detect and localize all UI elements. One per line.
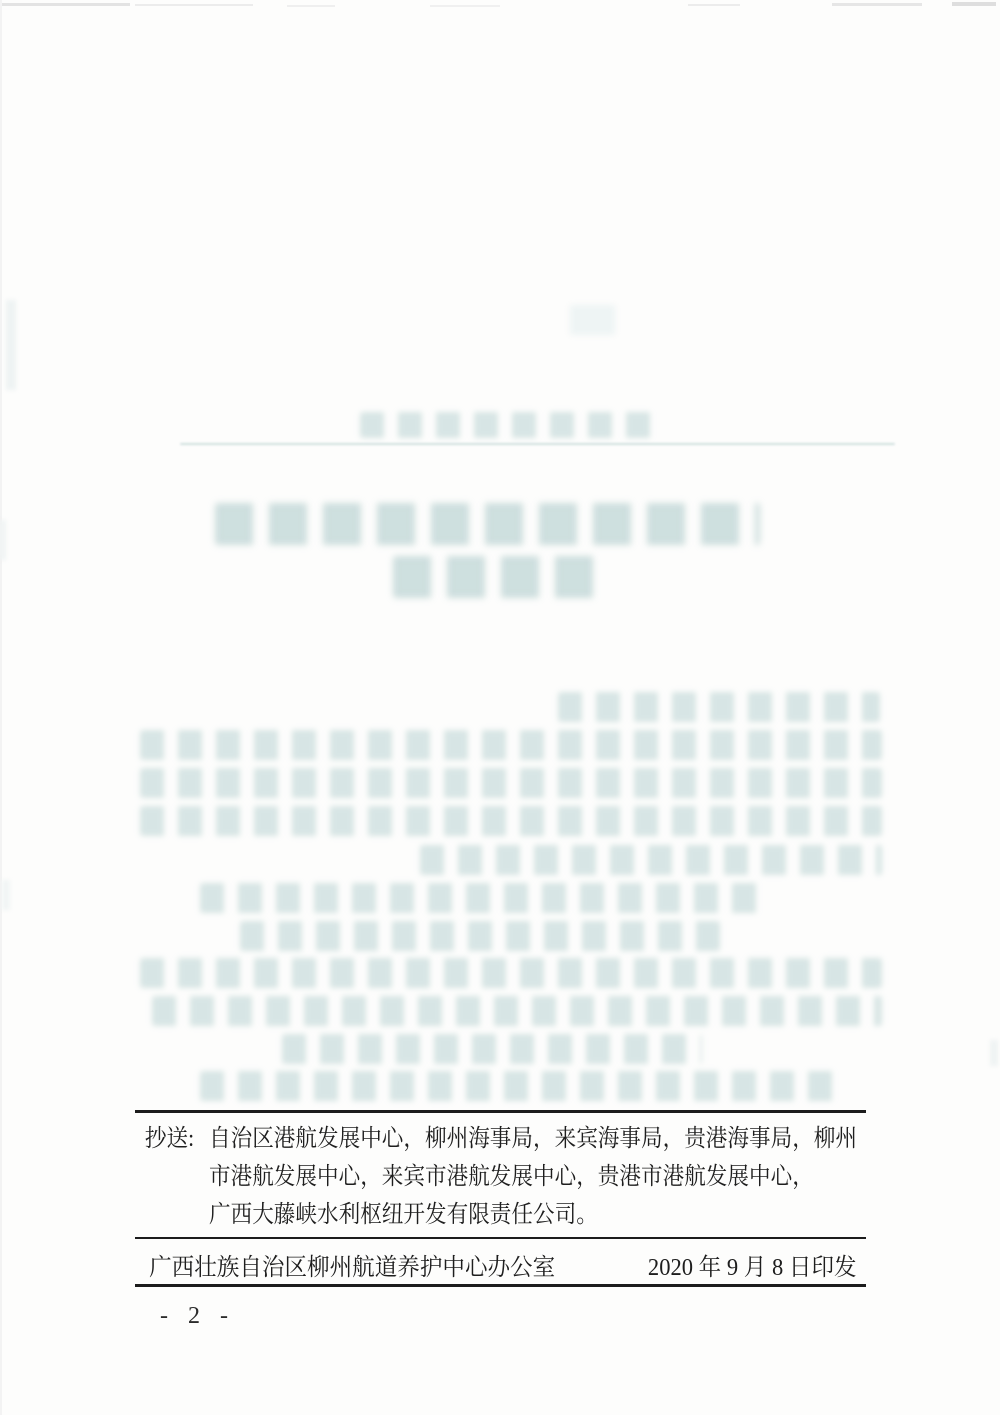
bleedthrough-text-line [200, 1071, 845, 1101]
scan-artifact-left-edge [0, 0, 2, 1415]
colophon-row [135, 1244, 866, 1284]
scan-artifact-top-streak [287, 5, 335, 7]
scan-artifact-smudge [6, 300, 16, 390]
scan-artifact-smudge [570, 305, 615, 335]
bleedthrough-text-line [140, 958, 882, 988]
cc-bottom-rule [135, 1237, 866, 1239]
scan-artifact-smudge [990, 1040, 998, 1066]
scan-artifact-top-streak [832, 3, 922, 6]
bleedthrough-text-line [140, 806, 882, 836]
bleedthrough-text-line [240, 921, 720, 951]
cc-line: 广西大藤峡水利枢纽开发有限责任公司。 [208, 1202, 598, 1228]
cc-line: 自治区港航发展中心，柳州海事局，来宾海事局，贵港海事局，柳州 [208, 1126, 857, 1152]
cc-block [135, 1120, 866, 1234]
scan-artifact-smudge [2, 880, 10, 910]
cc-label: 抄送: [144, 1126, 195, 1152]
scan-artifact-smudge [0, 520, 6, 560]
print-date: 2020 年 9 月 8 日印发 [647, 1254, 857, 1281]
cc-lines [201, 1120, 929, 1234]
cc-line: 市港航发展中心，来宾市港航发展中心，贵港市港航发展中心， [208, 1164, 814, 1190]
page-number: - 2 - [160, 1303, 235, 1329]
scan-artifact-top-streak [430, 5, 500, 7]
bleedthrough-text-line [152, 996, 882, 1026]
bleedthrough-text-line [140, 768, 882, 798]
scan-artifact-top-streak [135, 4, 253, 6]
scan-artifact-top-streak [2, 3, 130, 6]
bleedthrough-text-line [140, 730, 882, 760]
bleedthrough-text-line [282, 1034, 702, 1064]
cc-top-rule [135, 1110, 866, 1113]
bleedthrough-title-line [393, 556, 598, 598]
bleedthrough-text-line [558, 692, 880, 722]
bleedthrough-text-line [200, 883, 765, 913]
bleedthrough-header-rule [180, 443, 895, 445]
scan-artifact-corner-mark [952, 2, 996, 6]
issuing-office: 广西壮族自治区柳州航道养护中心办公室 [149, 1254, 556, 1281]
footer-bottom-rule [135, 1284, 866, 1287]
bleedthrough-title-line [215, 503, 760, 545]
bleedthrough-header-line [360, 412, 655, 438]
bleedthrough-text-line [420, 845, 882, 875]
scan-artifact-top-streak [688, 4, 740, 6]
